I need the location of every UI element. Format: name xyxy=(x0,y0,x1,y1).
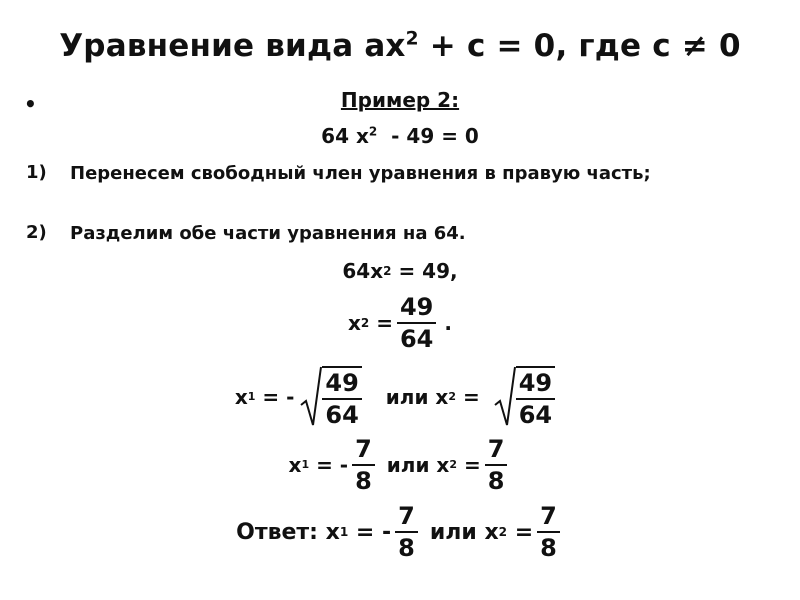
fraction-denominator: 8 xyxy=(355,467,372,495)
sqrt-2-numerator: 49 xyxy=(516,370,555,400)
step-2-text: Разделим обе части уравнения на 64. xyxy=(70,223,466,244)
fraction-numerator: 7 xyxy=(537,503,560,533)
fraction-49-64 xyxy=(397,294,436,352)
line3-eq1: = - xyxy=(255,385,295,409)
answer-fraction-b xyxy=(537,503,560,561)
fraction-denominator: 8 xyxy=(540,534,557,562)
example-eq-right: - 49 = 0 xyxy=(377,124,479,148)
line4-eq2: = xyxy=(457,453,481,477)
sqrt-1 xyxy=(300,365,365,429)
fraction-numerator: 7 xyxy=(485,436,508,466)
sqrt-1-fraction xyxy=(322,366,361,428)
fraction-numerator: 7 xyxy=(352,436,375,466)
line4-or: или х xyxy=(386,453,450,477)
line3-or: или х xyxy=(385,385,449,409)
fraction-numerator: 49 xyxy=(397,294,436,324)
sqrt-2-denominator: 64 xyxy=(518,401,553,429)
answer-fraction-a xyxy=(395,503,418,561)
answer-label: Ответ: х xyxy=(236,519,340,545)
sqrt-1-denominator: 64 xyxy=(325,401,359,429)
fraction-denominator: 8 xyxy=(398,534,415,562)
line3-x1: х xyxy=(234,385,248,409)
title-rest: + с = 0, где с ≠ 0 xyxy=(418,28,741,64)
sqrt-2-fraction xyxy=(516,366,555,428)
answer-eq1: = - xyxy=(348,519,392,545)
step-2-number: 2) xyxy=(26,222,47,243)
radical-sign-icon xyxy=(494,365,516,429)
equation-line-2: х 2 = $\frac{49}{64}$ . xyxy=(347,293,452,353)
radical-sign-icon xyxy=(300,365,322,429)
example-title: Пример 2: xyxy=(340,88,460,112)
equation-line-4: х 1 = - $\frac{7}{8}$ или х 2 = $\frac{7}{8}$ xyxy=(0,434,800,496)
line1-right: = 49, xyxy=(391,259,458,283)
fraction-7-8-a xyxy=(352,436,375,494)
line2-x: х xyxy=(347,311,361,335)
equation-line-1: 64х 2 = 49, xyxy=(342,259,458,283)
title-exponent: 2 xyxy=(405,28,419,50)
sqrt-2 xyxy=(494,365,559,429)
line1-left: 64х xyxy=(342,259,384,283)
line2-equals: = xyxy=(369,311,393,335)
line4-x1: х xyxy=(288,453,302,477)
answer-eq2: = xyxy=(507,519,534,545)
answer-line: Ответ: х 1 = - $\frac{7}{8}$ или х 2 = $\frac{7}{8}$ xyxy=(0,500,800,564)
example-eq-exponent: 2 xyxy=(368,124,378,139)
example-equation xyxy=(0,124,800,148)
fraction-denominator: 64 xyxy=(399,325,434,353)
fraction-numerator: 7 xyxy=(395,503,418,533)
example-eq-left: 64 х xyxy=(321,124,369,148)
equation-line-3: х 1 = - $\frac{49}{64}$ или х 2 = $\frac{49}{64}$ xyxy=(0,362,800,432)
line4-eq1: = - xyxy=(309,453,349,477)
step-2 xyxy=(26,222,786,248)
step-1-text: Перенесем свободный член уравнения в правую часть; xyxy=(70,163,651,184)
sqrt-1-numerator: 49 xyxy=(322,370,361,400)
fraction-7-8-b xyxy=(485,436,508,494)
slide-title xyxy=(0,28,800,64)
answer-or: или х xyxy=(429,519,499,545)
step-1 xyxy=(26,162,786,212)
title-main: Уравнение вида ах xyxy=(59,28,406,64)
bullet-marker: • xyxy=(24,92,37,116)
step-1-number: 1) xyxy=(26,162,47,183)
line2-period: . xyxy=(444,311,452,335)
fraction-denominator: 8 xyxy=(487,467,505,495)
line3-eq2: = xyxy=(456,385,480,409)
